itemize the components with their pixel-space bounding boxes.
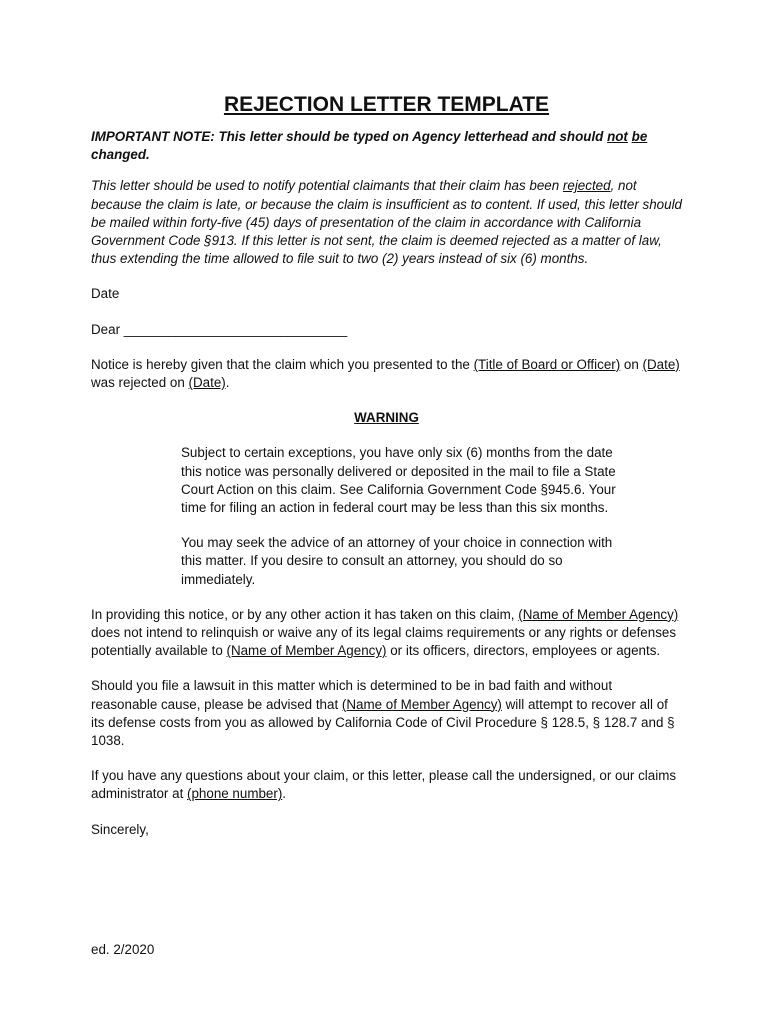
notice-text-c: was rejected on — [91, 375, 189, 391]
notice-text-d: . — [225, 375, 230, 391]
notice-text-b: on — [620, 356, 643, 372]
note-emphasis-not: not — [607, 129, 628, 144]
agency-placeholder-1: (Name of Member Agency) — [518, 606, 679, 622]
questions-text-b: . — [282, 786, 287, 802]
notice-paragraph — [91, 356, 682, 392]
important-note — [91, 128, 682, 164]
providing-text-b: does not intend to relinquish or waive any of its legal claims requirements or any rights or defenses potentially available to — [91, 625, 677, 659]
note-text: IMPORTANT NOTE: This letter should be typed on Agency letterhead and should — [91, 129, 608, 144]
notice-date-placeholder: (Date) — [642, 356, 680, 372]
phone-placeholder: (phone number) — [187, 786, 283, 802]
date-line: Date — [91, 286, 120, 302]
questions-text-a: If you have any questions about your claim, or this letter, please call the undersigned, or our claims administrator at — [91, 768, 677, 802]
edition-note: ed. 2/2020 — [91, 942, 155, 957]
note-emphasis-be: be — [631, 129, 648, 144]
providing-text-a: In providing this notice, or by any other action it has taken on this claim, — [91, 606, 519, 622]
questions-paragraph — [91, 767, 682, 803]
note-tail: changed. — [91, 147, 150, 163]
intro-text-a: This letter should be used to notify potential claimants that their claim has been — [91, 178, 563, 194]
providing-paragraph — [91, 606, 682, 661]
warning-heading: WARNING — [354, 410, 419, 426]
agency-placeholder-2: (Name of Member Agency) — [226, 643, 387, 659]
notice-board-placeholder: (Title of Board or Officer) — [473, 356, 621, 372]
intro-text-b: , not because the claim is late, or because the claim is insufficient as to content. If used, this letter should be mailed within forty-five (45) days of presentation of the claim in accordance with California Government Code §913. If this letter is not sent, the claim is deemed rejected as a matter of law, thus extending the time allowed to file suit to two (2) years instead of six (6) months. — [91, 178, 682, 267]
intro-rejected-word: rejected — [562, 178, 611, 194]
lawsuit-text-a: Should you file a lawsuit in this matter which is determined to be in bad faith and without reasonable cause, please be advised that — [91, 678, 613, 712]
intro-paragraph — [91, 177, 682, 268]
notice-rejected-date-placeholder: (Date) — [188, 375, 226, 391]
closing: Sincerely, — [91, 821, 149, 837]
warning-paragraph-2: You may seek the advice of an attorney of your choice in connection with this matter. If you desire to consult an attorney, you should do so immediately. — [181, 535, 613, 587]
page-title: REJECTION LETTER TEMPLATE — [223, 93, 550, 116]
notice-text-a: Notice is hereby given that the claim which you presented to the — [91, 356, 474, 372]
providing-text-c: or its officers, directors, employees or agents. — [386, 643, 661, 659]
lawsuit-paragraph — [91, 677, 682, 750]
warning-paragraph-1: Subject to certain exceptions, you have only six (6) months from the date this notice was personally delivered or deposited in the mail to file a State Court Action on this claim. See California Government Code §945.6. Your time for filing an action in federal court may be less than this six months. — [181, 445, 616, 516]
salutation: Dear ______________________________ — [91, 321, 348, 337]
agency-placeholder-3: (Name of Member Agency) — [341, 696, 502, 712]
lawsuit-text-b: will attempt to recover all of its defense costs from you as allowed by California Code of Civil Procedure § 128.5, § 128.7 and § 1038. — [91, 696, 675, 749]
